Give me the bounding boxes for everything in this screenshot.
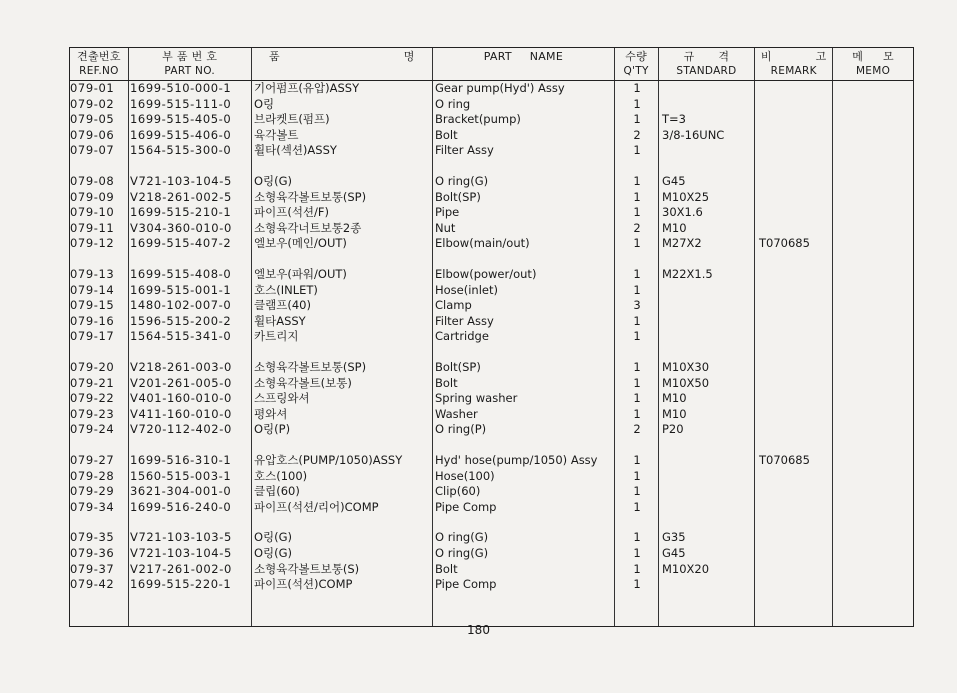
korean-name-cell: 브라켓트(펌프): [254, 112, 330, 127]
part-name-cell: O ring(G): [435, 546, 489, 560]
part-no-cell: 1560-515-003-1: [130, 468, 232, 483]
remark-cell: [756, 97, 834, 112]
qty-cell: 1: [633, 468, 641, 483]
standard-cell: [659, 81, 756, 96]
ref-no-cell: 079-14: [70, 282, 115, 297]
part-no-cell: V218-261-003-0: [130, 360, 232, 374]
part-name-cell: Bolt(SP): [435, 189, 481, 204]
qty-cell: 1: [633, 112, 641, 127]
table-row: [69, 391, 914, 406]
memo-cell: [834, 236, 914, 251]
table-row: [69, 267, 914, 282]
memo-cell: [834, 376, 914, 391]
remark-cell: [756, 221, 834, 236]
memo-cell: [834, 97, 914, 112]
table-row: [69, 314, 914, 329]
table-row: [69, 236, 914, 251]
qty-cell: 1: [633, 236, 641, 251]
standard-cell: [659, 143, 756, 158]
standard-cell: [659, 577, 756, 592]
part-no-cell: 1699-515-220-1: [130, 577, 232, 592]
standard-cell: [659, 484, 756, 499]
korean-name-cell: 육각볼트: [254, 127, 299, 142]
qty-cell: 1: [633, 499, 641, 514]
standard-cell: G45: [662, 546, 686, 560]
memo-cell: [834, 562, 914, 577]
part-no-cell: 1699-515-407-2: [130, 236, 232, 251]
ref-no-cell: 079-07: [70, 143, 115, 158]
ref-no-cell: 079-09: [70, 189, 115, 204]
table-row: [69, 283, 914, 298]
korean-name-cell: 소형육각볼트(보통): [254, 375, 352, 390]
qty-cell: 1: [633, 267, 641, 281]
part-name-cell: O ring(P): [435, 422, 487, 437]
part-name-cell: Filter Assy: [435, 143, 494, 158]
part-no-cell: 1564-515-300-0: [130, 143, 232, 158]
table-row: [69, 546, 914, 561]
page-number: 180: [467, 623, 490, 637]
standard-cell: [659, 469, 756, 484]
part-no-cell: 1699-515-406-0: [130, 127, 232, 142]
qty-cell: 1: [633, 205, 641, 220]
korean-name-cell: 엘보우(메인/OUT): [254, 236, 347, 251]
standard-cell: [659, 298, 756, 313]
qty-cell: 1: [633, 360, 641, 374]
header-memo-en: MEMO: [855, 65, 891, 77]
table-row: [69, 221, 914, 236]
ref-no-cell: 079-23: [70, 406, 115, 421]
memo-cell: [834, 422, 914, 437]
part-name-cell: Bracket(pump): [435, 112, 521, 127]
memo-cell: [834, 267, 914, 282]
part-name-cell: Hose(inlet): [435, 282, 498, 297]
ref-no-cell: 079-17: [70, 329, 115, 344]
table-row: [69, 97, 914, 112]
standard-cell: G45: [662, 174, 686, 188]
korean-name-cell: 소형육각너트보통2종: [254, 220, 362, 235]
remark-cell: [756, 298, 834, 313]
standard-cell: M22X1.5: [662, 267, 713, 281]
remark-cell: T070685: [759, 453, 810, 467]
ref-no-cell: 079-29: [70, 484, 115, 499]
qty-cell: 1: [633, 561, 641, 576]
korean-name-cell: 휠타ASSY: [254, 313, 306, 328]
header-qty-en: Q'TY: [623, 65, 649, 77]
ref-no-cell: 079-21: [70, 375, 115, 390]
part-name-cell: O ring(G): [435, 174, 489, 188]
table-row: [69, 422, 914, 437]
ref-no-cell: 079-28: [70, 468, 115, 483]
korean-name-cell: 소형육각볼트보통(SP): [254, 360, 367, 374]
korean-name-cell: O링(G): [254, 530, 293, 545]
memo-cell: [834, 530, 914, 545]
memo-cell: [834, 577, 914, 592]
qty-cell: 1: [633, 375, 641, 390]
memo-cell: [834, 546, 914, 561]
remark-cell: [756, 143, 834, 158]
korean-name-cell: O링(G): [254, 546, 293, 560]
header-ref-no: [70, 48, 129, 80]
korean-name-cell: O링: [254, 96, 275, 111]
remark-cell: [756, 283, 834, 298]
qty-cell: 2: [633, 422, 641, 437]
header-standard: [659, 48, 756, 80]
memo-cell: [834, 283, 914, 298]
part-name-cell: Bolt: [435, 561, 458, 576]
table-row: [69, 407, 914, 422]
table-row: [69, 577, 914, 592]
korean-name-cell: 평와셔: [254, 406, 288, 421]
standard-cell: T=3: [662, 112, 686, 127]
table-row: [69, 530, 914, 545]
ref-no-cell: 079-35: [70, 530, 115, 545]
remark-cell: [756, 128, 834, 143]
ref-no-cell: 079-27: [70, 453, 115, 467]
remark-cell: [756, 484, 834, 499]
table-row: [69, 360, 914, 375]
korean-name-cell: 클립(60): [254, 484, 300, 499]
part-no-cell: V304-360-010-0: [130, 220, 232, 235]
remark-cell: [756, 391, 834, 406]
part-name-cell: Spring washer: [435, 391, 518, 406]
ref-no-cell: 079-36: [70, 546, 115, 560]
korean-name-cell: 파이프(석션)COMP: [254, 577, 353, 592]
ref-no-cell: 079-34: [70, 499, 115, 514]
table-row: [69, 298, 914, 313]
part-name-cell: Pipe Comp: [435, 499, 497, 514]
part-no-cell: V217-261-002-0: [130, 561, 232, 576]
part-no-cell: V201-261-005-0: [130, 375, 232, 390]
ref-no-cell: 079-42: [70, 577, 115, 592]
korean-name-cell: 클램프(40): [254, 298, 311, 313]
qty-cell: 1: [633, 329, 641, 344]
memo-cell: [834, 81, 914, 96]
part-no-cell: 1699-516-240-0: [130, 499, 232, 514]
ref-no-cell: 079-01: [70, 81, 115, 95]
remark-cell: [756, 376, 834, 391]
memo-cell: [834, 500, 914, 515]
qty-cell: 1: [633, 189, 641, 204]
ref-no-cell: 079-16: [70, 313, 115, 328]
header-remark: [755, 48, 833, 80]
korean-name-cell: 스프링와셔: [254, 391, 310, 406]
korean-name-cell: 기어펌프(유압)ASSY: [254, 81, 360, 95]
memo-cell: [834, 469, 914, 484]
korean-name-cell: 유압호스(PUMP/1050)ASSY: [254, 453, 403, 467]
standard-cell: M10: [662, 391, 687, 406]
remark-cell: [756, 500, 834, 515]
standard-cell: M10: [662, 220, 687, 235]
ref-no-cell: 079-24: [70, 422, 115, 437]
remark-cell: [756, 562, 834, 577]
part-name-cell: Bolt: [435, 375, 458, 390]
header-remark-en: REMARK: [770, 65, 817, 77]
remark-cell: [756, 190, 834, 205]
part-name-cell: Clamp: [435, 298, 472, 313]
standard-cell: M10X30: [662, 360, 710, 374]
table-row: [69, 81, 914, 96]
part-name-cell: Bolt: [435, 127, 458, 142]
qty-cell: 3: [633, 298, 641, 313]
ref-no-cell: 079-06: [70, 127, 115, 142]
memo-cell: [834, 484, 914, 499]
remark-cell: [756, 546, 834, 561]
remark-cell: [756, 360, 834, 375]
header-part-name: [433, 48, 615, 80]
memo-cell: [834, 112, 914, 127]
table-row: [69, 205, 914, 220]
qty-cell: 1: [633, 96, 641, 111]
header-standard-ko: 규 격: [683, 50, 730, 63]
part-no-cell: V721-103-103-5: [130, 530, 232, 545]
part-name-cell: Elbow(power/out): [435, 267, 537, 281]
table-row: [69, 190, 914, 205]
korean-name-cell: 휠타(섹션)ASSY: [254, 143, 337, 158]
part-name-cell: Cartridge: [435, 329, 489, 344]
part-no-cell: V721-103-104-5: [130, 174, 232, 188]
memo-cell: [834, 391, 914, 406]
standard-cell: [659, 314, 756, 329]
table-row: [69, 143, 914, 158]
part-name-cell: Filter Assy: [435, 313, 494, 328]
qty-cell: 1: [633, 313, 641, 328]
header-part-ko: 부 품 번 호: [162, 50, 218, 63]
header-standard-en: STANDARD: [676, 65, 737, 77]
korean-name-cell: 카트리지: [254, 329, 299, 344]
standard-cell: [659, 283, 756, 298]
ref-no-cell: 079-22: [70, 391, 115, 406]
qty-cell: 1: [633, 530, 641, 545]
part-name-cell: Elbow(main/out): [435, 236, 530, 251]
table-row: [69, 174, 914, 189]
qty-cell: 1: [633, 143, 641, 158]
header-part-name-en: PART NAME: [483, 50, 564, 63]
header-part-en: PART NO.: [164, 65, 215, 77]
qty-cell: 1: [633, 81, 641, 95]
standard-cell: [659, 97, 756, 112]
ref-no-cell: 079-12: [70, 236, 115, 251]
korean-name-cell: 파이프(석션/F): [254, 205, 330, 220]
standard-cell: [659, 453, 756, 468]
remark-cell: [756, 577, 834, 592]
qty-cell: 1: [633, 484, 641, 499]
remark-cell: [756, 469, 834, 484]
memo-cell: [834, 298, 914, 313]
standard-cell: M10X20: [662, 561, 710, 576]
remark-cell: [756, 407, 834, 422]
part-no-cell: 1699-510-000-1: [130, 81, 232, 95]
part-no-cell: 1699-515-111-0: [130, 96, 232, 111]
part-no-cell: 1564-515-341-0: [130, 329, 232, 344]
table-header: [70, 48, 913, 81]
part-no-cell: 1699-516-310-1: [130, 453, 232, 467]
part-no-cell: V720-112-402-0: [130, 422, 232, 437]
part-no-cell: 1699-515-210-1: [130, 205, 232, 220]
table-row: [69, 112, 914, 127]
part-name-cell: O ring(G): [435, 530, 489, 545]
part-no-cell: V218-261-002-5: [130, 189, 232, 204]
korean-name-cell: 호스(INLET): [254, 282, 318, 297]
ref-no-cell: 079-05: [70, 112, 115, 127]
part-name-cell: Washer: [435, 406, 478, 421]
ref-no-cell: 079-10: [70, 205, 115, 220]
table-row: [69, 469, 914, 484]
korean-name-cell: 파이프(석션/리어)COMP: [254, 499, 379, 514]
qty-cell: 1: [633, 282, 641, 297]
part-name-cell: Hyd' hose(pump/1050) Assy: [435, 453, 598, 467]
table-row: [69, 453, 914, 468]
ref-no-cell: 079-11: [70, 220, 115, 235]
memo-cell: [834, 128, 914, 143]
header-part-no: [129, 48, 252, 80]
memo-cell: [834, 190, 914, 205]
remark-cell: [756, 267, 834, 282]
part-name-cell: Nut: [435, 220, 456, 235]
ref-no-cell: 079-20: [70, 360, 115, 374]
korean-name-cell: 소형육각볼트보통(S): [254, 561, 360, 576]
standard-cell: M10: [662, 406, 687, 421]
standard-cell: G35: [662, 530, 686, 545]
memo-cell: [834, 221, 914, 236]
part-name-cell: Bolt(SP): [435, 360, 481, 374]
header-memo-ko: 메 모: [852, 50, 894, 63]
part-no-cell: 1699-515-001-1: [130, 282, 232, 297]
ref-no-cell: 079-15: [70, 298, 115, 313]
part-name-cell: Pipe Comp: [435, 577, 497, 592]
qty-cell: 1: [633, 174, 641, 188]
header-ref-ko: 견출번호: [77, 50, 121, 63]
remark-cell: [756, 422, 834, 437]
qty-cell: 1: [633, 546, 641, 560]
part-name-cell: Hose(100): [435, 468, 495, 483]
part-name-cell: Pipe: [435, 205, 460, 220]
qty-cell: 1: [633, 406, 641, 421]
table-row: [69, 128, 914, 143]
part-name-cell: Clip(60): [435, 484, 481, 499]
header-name-ko: 품 명: [269, 50, 415, 63]
part-no-cell: V401-160-010-0: [130, 391, 232, 406]
memo-cell: [834, 174, 914, 189]
header-remark-ko: 비 고: [760, 50, 827, 63]
korean-name-cell: O링(G): [254, 174, 293, 188]
ref-no-cell: 079-37: [70, 561, 115, 576]
remark-cell: [756, 314, 834, 329]
header-name: [252, 48, 434, 80]
standard-cell: P20: [662, 422, 684, 437]
memo-cell: [834, 205, 914, 220]
remark-cell: [756, 530, 834, 545]
standard-cell: [659, 500, 756, 515]
table-row: [69, 562, 914, 577]
part-no-cell: 3621-304-001-0: [130, 484, 232, 499]
table-row: [69, 484, 914, 499]
ref-no-cell: 079-02: [70, 96, 115, 111]
remark-cell: [756, 81, 834, 96]
remark-cell: [756, 329, 834, 344]
standard-cell: M10X25: [662, 189, 710, 204]
korean-name-cell: 소형육각볼트보통(SP): [254, 189, 367, 204]
qty-cell: 2: [633, 127, 641, 142]
remark-cell: [756, 205, 834, 220]
ref-no-cell: 079-08: [70, 174, 115, 188]
standard-cell: M10X50: [662, 375, 710, 390]
memo-cell: [834, 314, 914, 329]
qty-cell: 2: [633, 220, 641, 235]
korean-name-cell: 호스(100): [254, 468, 308, 483]
table-row: [69, 500, 914, 515]
qty-cell: 1: [633, 453, 641, 467]
standard-cell: 3/8-16UNC: [662, 127, 725, 142]
part-no-cell: V411-160-010-0: [130, 406, 232, 421]
qty-cell: 1: [633, 577, 641, 592]
header-ref-en: REF.NO: [79, 65, 119, 77]
part-name-cell: Gear pump(Hyd') Assy: [435, 81, 565, 95]
korean-name-cell: 엘보우(파워/OUT): [254, 267, 347, 281]
table-row: [69, 329, 914, 344]
part-name-cell: O ring: [435, 96, 471, 111]
memo-cell: [834, 329, 914, 344]
standard-cell: [659, 329, 756, 344]
header-qty: [615, 48, 659, 80]
part-no-cell: 1699-515-405-0: [130, 112, 232, 127]
remark-cell: [756, 112, 834, 127]
standard-cell: 30X1.6: [662, 205, 703, 220]
standard-cell: M27X2: [662, 236, 702, 251]
part-no-cell: 1480-102-007-0: [130, 298, 232, 313]
ref-no-cell: 079-13: [70, 267, 115, 281]
remark-cell: [756, 174, 834, 189]
table-row: [69, 376, 914, 391]
remark-cell: T070685: [759, 236, 810, 251]
memo-cell: [834, 407, 914, 422]
header-memo: [833, 48, 913, 80]
memo-cell: [834, 453, 914, 468]
part-no-cell: 1699-515-408-0: [130, 267, 232, 281]
memo-cell: [834, 143, 914, 158]
korean-name-cell: O링(P): [254, 422, 291, 437]
memo-cell: [834, 360, 914, 375]
part-no-cell: V721-103-104-5: [130, 546, 232, 560]
header-qty-ko: 수량: [625, 50, 648, 63]
qty-cell: 1: [633, 391, 641, 406]
part-no-cell: 1596-515-200-2: [130, 313, 232, 328]
